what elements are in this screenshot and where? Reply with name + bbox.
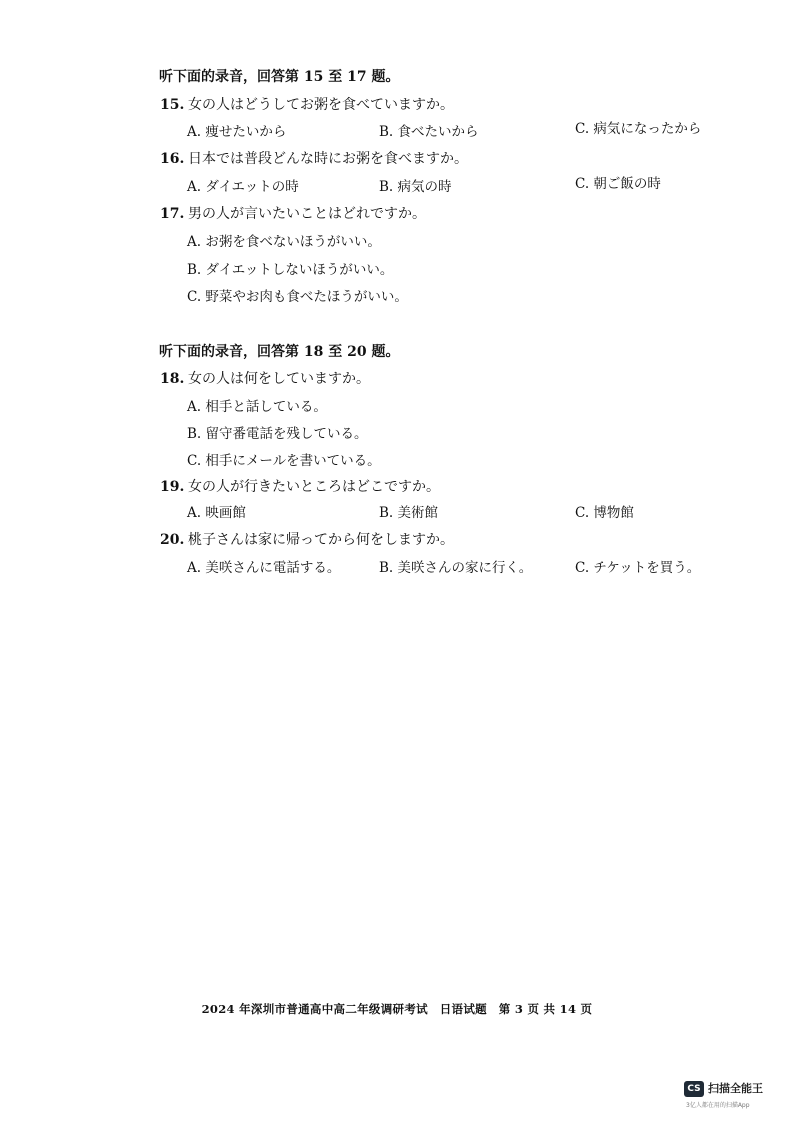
watermark-app-name: 扫描全能王: [708, 1082, 763, 1095]
section-title-15-17: 听下面的录音，回答第 15 至 17 题。: [159, 69, 400, 85]
q20-option-a: A. 美咲さんに電話する。: [187, 560, 341, 576]
question-text: 女の人が行きたいところはどこですか。: [188, 479, 440, 495]
q15-option-c: C. 病気になったから: [575, 121, 702, 137]
question-20: [160, 529, 454, 549]
question-text: 男の人が言いたいことはどれですか。: [188, 206, 426, 222]
page-footer: 2024 年深圳市普通高中高二年级调研考试 日语试题 第 3 页 共 14 页: [201, 1002, 593, 1016]
section-title-18-20: 听下面的录音，回答第 18 至 20 题。: [159, 344, 400, 360]
q19-option-b: B. 美術館: [379, 505, 439, 521]
q18-option-c: C. 相手にメールを書いている。: [187, 453, 381, 469]
q20-option-c: C. チケットを買う。: [575, 560, 701, 576]
q16-option-b: B. 病気の時: [379, 179, 452, 195]
question-16: [160, 148, 468, 168]
question-15: [160, 94, 454, 114]
q16-option-c: C. 朝ご飯の時: [575, 176, 661, 192]
question-number: 19.: [160, 479, 185, 495]
q19-option-c: C. 博物館: [575, 505, 634, 521]
q16-option-a: A. ダイエットの時: [187, 179, 299, 195]
q17-option-c: C. 野菜やお肉も食べたほうがいい。: [187, 289, 408, 305]
question-17: [160, 203, 426, 223]
question-text: 女の人は何をしていますか。: [188, 371, 370, 387]
question-19: [160, 476, 440, 496]
question-number: 20.: [160, 532, 185, 548]
question-text: 桃子さんは家に帰ってから何をしますか。: [188, 532, 454, 548]
question-number: 16.: [160, 151, 185, 167]
q17-option-b: B. ダイエットしないほうがいい。: [187, 262, 394, 278]
q19-option-a: A. 映画館: [187, 505, 246, 521]
q18-option-a: A. 相手と話している。: [187, 399, 327, 415]
q18-option-b: B. 留守番電話を残している。: [187, 426, 368, 442]
camscanner-logo-icon: CS: [684, 1081, 704, 1097]
q15-option-a: A. 痩せたいから: [187, 124, 287, 140]
question-18: [160, 368, 370, 388]
question-text: 日本では普段どんな時にお粥を食べますか。: [188, 151, 468, 167]
question-number: 17.: [160, 206, 185, 222]
q17-option-a: A. お粥を食べないほうがいい。: [187, 234, 381, 250]
question-number: 18.: [160, 371, 185, 387]
question-number: 15.: [160, 97, 185, 113]
q15-option-b: B. 食べたいから: [379, 124, 479, 140]
watermark-tagline: 3亿人都在用的扫描App: [686, 1102, 750, 1109]
q20-option-b: B. 美咲さんの家に行く。: [379, 560, 533, 576]
question-text: 女の人はどうしてお粥を食べていますか。: [188, 97, 454, 113]
scanner-watermark: [684, 1081, 784, 1111]
